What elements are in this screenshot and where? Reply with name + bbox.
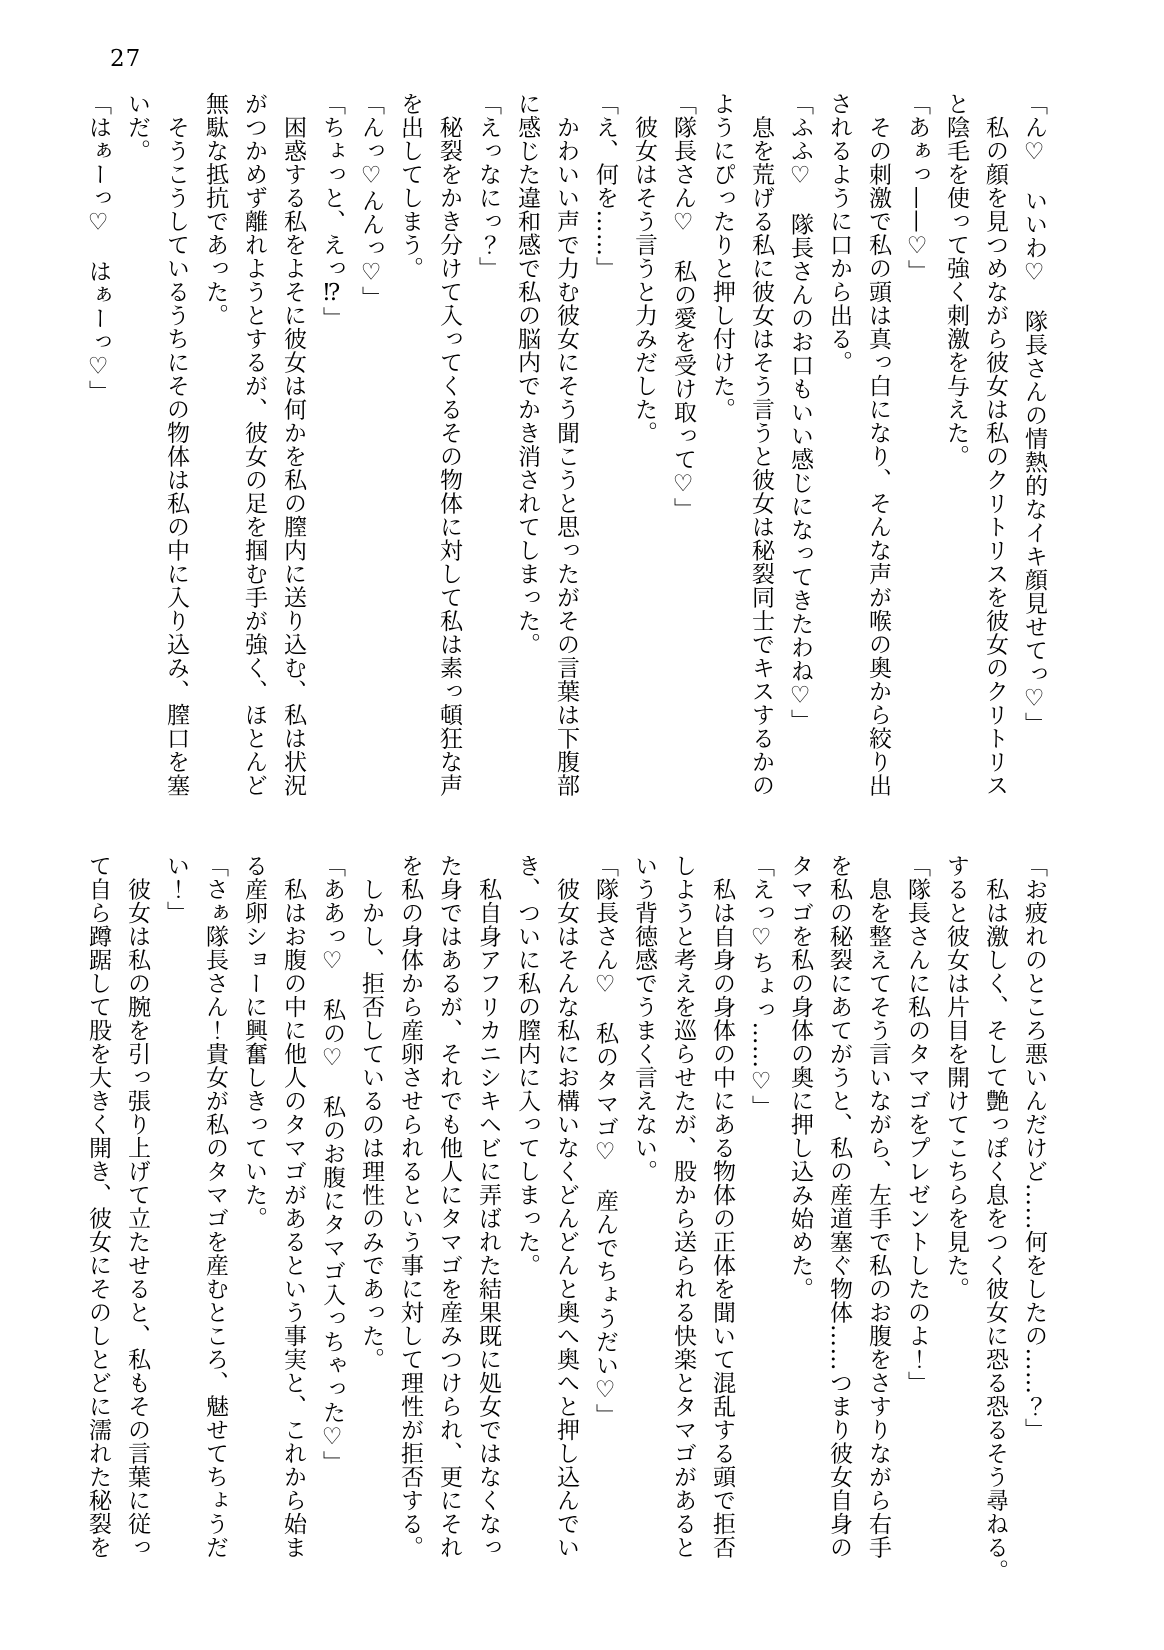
text-line: を私の秘裂にあてがうと、私の産道塞ぐ物体……つまり彼女自身の (826, 854, 852, 1559)
text-block-top (78, 92, 1053, 802)
text-line: を出してしまう。 (397, 92, 423, 280)
text-line: 彼女は私の腕を引っ張り上げて立たせると、私もその言葉に従っ (124, 854, 150, 1559)
text-line: 彼女はそんな私にお構いなくどんどんと奥へ奥へと押し込んでい (553, 854, 579, 1559)
text-line: 私は自身の身体の中にある物体の正体を聞いて混乱する頭で拒否 (709, 854, 735, 1559)
text-line: に感じた違和感で私の脳内でかき消されてしまった。 (514, 92, 540, 656)
text-line: 「ああっ♡ 私の♡ 私のお腹にタマゴ入っちゃった♡」 (319, 854, 345, 1474)
text-line: 「え、何を……」 (592, 92, 618, 280)
text-line: 「えっ♡ちょっ……♡」 (748, 854, 774, 1119)
text-line: と陰毛を使って強く刺激を与えた。 (943, 92, 969, 468)
text-line: た身ではあるが、それでも他人にタマゴを産みつけられ、更にそれ (436, 854, 462, 1559)
text-line: 息を整えてそう言いながら、左手で私のお腹をさすりながら右手 (865, 854, 891, 1559)
text-block-bottom (78, 854, 1053, 1586)
text-line: き、ついに私の膣内に入ってしまった。 (514, 854, 540, 1277)
text-line: されるように口から出る。 (826, 92, 852, 374)
text-line: しようと考えを巡らせたが、股から送られる快楽とタマゴがあると (670, 854, 696, 1559)
text-line: 「さぁ隊長さん！貴女が私のタマゴを産むところ、魅せてちょうだ (202, 854, 228, 1559)
text-line: 「んっ♡んんっ♡」 (358, 92, 384, 310)
text-line: すると彼女は片目を開けてこちらを見た。 (943, 854, 969, 1301)
text-line: 私自身アフリカニシキヘビに弄ばれた結果既に処女ではなくなっ (475, 854, 501, 1559)
text-line: 秘裂をかき分けて入ってくるその物体に対して私は素っ頓狂な声 (436, 92, 462, 797)
text-line: かわいい声で力む彼女にそう聞こうと思ったがその言葉は下腹部 (553, 92, 579, 797)
text-line: 「隊長さん♡ 私の愛を受け取って♡」 (670, 92, 696, 521)
text-line: い！」 (163, 854, 189, 925)
text-line: いう背徳感でうまく言えない。 (631, 854, 657, 1183)
text-line: 無駄な抵抗であった。 (202, 92, 228, 327)
text-line: いだ。 (124, 92, 150, 163)
text-line: を私の身体から産卵させられるという事に対して理性が拒否する。 (397, 854, 423, 1559)
page-number: 27 (110, 46, 142, 72)
text-line: そうこうしているうちにその物体は私の中に入り込み、膣口を塞 (163, 92, 189, 797)
text-line: 「あぁっ——♡」 (904, 92, 930, 283)
text-line: 「ちょっと、えっ⁉」 (319, 92, 345, 330)
text-line: タマゴを私の身体の奥に押し込み始めた。 (787, 854, 813, 1301)
text-line: 私はお腹の中に他人のタマゴがあるという事実と、これから始ま (280, 854, 306, 1559)
text-line: 私の顔を見つめながら彼女は私のクリトリスを彼女のクリトリス (982, 92, 1008, 797)
text-line: しかし、拒否しているのは理性のみであった。 (358, 854, 384, 1371)
text-line: 「ふふ♡ 隊長さんのお口もいい感じになってきたわね♡」 (787, 92, 813, 733)
text-line: 「お疲れのところ悪いんだけど……何をしたの……？」 (1021, 854, 1047, 1442)
text-line: 「はぁーっ♡ はぁーっ♡」 (85, 92, 111, 404)
text-line: 「隊長さんに私のタマゴをプレゼントしたのよ！」 (904, 854, 930, 1395)
text-line: 「ん♡ いいわ♡ 隊長さんの情熱的なイキ顔見せてっ♡」 (1021, 92, 1047, 736)
text-line: て自ら蹲踞して股を大きく開き、彼女にそのしとどに濡れた秘裂を (85, 854, 111, 1559)
text-line: 「隊長さん♡ 私のタマゴ♡ 産んでちょうだい♡」 (592, 854, 618, 1427)
text-line: る産卵ショーに興奮しきっていた。 (241, 854, 267, 1230)
text-line: 彼女はそう言うと力みだした。 (631, 92, 657, 445)
text-line: 私は激しく、そして艶っぽく息をつく彼女に恐る恐るそう尋ねる。 (982, 854, 1008, 1583)
text-line: 困惑する私をよそに彼女は何かを私の膣内に送り込む、私は状況 (280, 92, 306, 797)
text-line: 息を荒げる私に彼女はそう言うと彼女は秘裂同士でキスするかの (748, 92, 774, 797)
text-line: ようにぴったりと押し付けた。 (709, 92, 735, 421)
text-line: その刺激で私の頭は真っ白になり、そんな声が喉の奥から絞り出 (865, 92, 891, 797)
text-line: 「えっなにっ？」 (475, 92, 501, 280)
text-line: がつかめず離れようとするが、彼女の足を掴む手が強く、ほとんど (241, 92, 267, 797)
